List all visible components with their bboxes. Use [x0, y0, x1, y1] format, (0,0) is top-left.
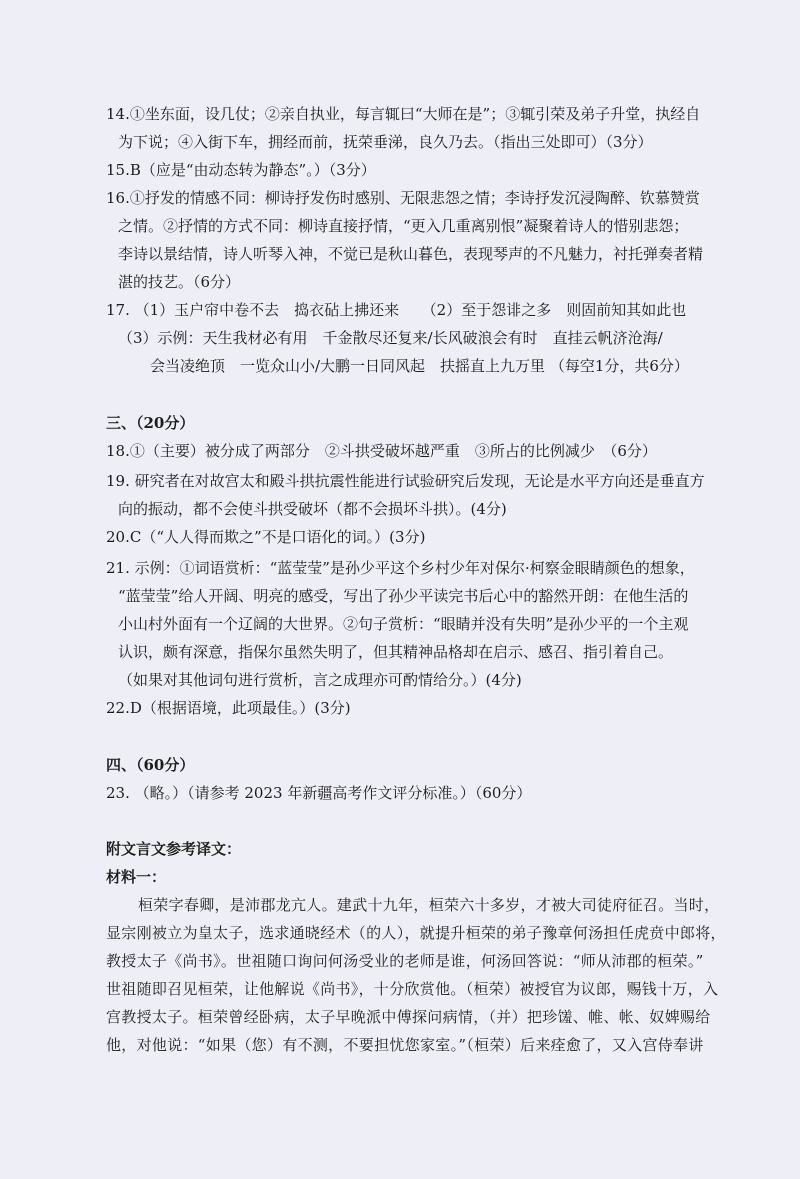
q19-line-2: 向的振动，都不会使斗拱受破坏（都不会损坏斗拱）。(4分) [118, 500, 507, 518]
q21-line-2: “蓝莹莹”给人开阔、明亮的感受，写出了孙少平读完书后心中的豁然开朗：在他生活的 [118, 587, 689, 605]
q20-answer: 20.C（“人人得而欺之”不是口语化的词。）(3分) [106, 528, 426, 546]
q19-line-1: 19. 研究者在对故宫太和殿斗拱抗震性能进行试验研究后发现，无论是水平方向还是垂直方 [106, 472, 705, 490]
translation-line: 桓荣字春卿，是沛郡龙亢人。建武十九年，桓荣六十多岁，才被大司徒府征召。当时， [138, 896, 720, 914]
q17-line-2: （3）示例：天生我材必有用 千金散尽还复来/长风破浪会有时 直挂云帆济沧海/ [118, 329, 663, 347]
q21-line-1: 21. 示例：①词语赏析：“蓝莹莹”是孙少平这个乡村少年对保尔·柯察金眼睛颜色的想象， [106, 559, 695, 577]
q17-line-1: 17. （1）玉户帘中卷不去 捣衣砧上拂还来 （2）至于怨诽之多 则固前知其如此也 [106, 301, 687, 319]
q14-line-1: 14.①坐东面，设几仗；②亲自执业，每言辄曰“大师在是”；③辄引荣及弟子升堂，执经自 [106, 105, 701, 123]
q16-line-1: 16.①抒发的情感不同：柳诗抒发伤时感别、无限悲怨之情；李诗抒发沉浸陶醉、钦慕赞赏 [106, 189, 700, 207]
q15-answer: 15.B（应是“由动态转为静态”。）（3分） [106, 161, 376, 179]
q17-line-3: 会当凌绝顶 一览众山小/大鹏一日同风起 扶摇直上九万里 （每空1分，共6分） [150, 357, 689, 375]
translation-line: 他，对他说：“如果（您）有不测，不要担忧您家室。”（桓荣）后来痊愈了，又入宫侍奉讲 [106, 1036, 704, 1054]
translation-line: 显宗刚被立为皇太子，选求通晓经术（的人），就提升桓荣的弟子豫章何汤担任虎贲中郎将， [106, 924, 726, 942]
q21-line-4: 认识，颇有深意，指保尔虽然失明了，但其精神品格却在启示、感召、指引着自己。 [118, 643, 674, 661]
q16-line-3: 李诗以景结情，诗人听琴入神，不觉已是秋山暮色，表现琴声的不凡魅力，衬托弹奏者精 [118, 245, 704, 263]
q16-line-4: 湛的技艺。（6分） [118, 273, 241, 291]
translation-line: 教授太子《尚书》。世祖随口询问何汤受业的老师是谁，何汤回答说：“师从沛郡的桓荣。” [106, 952, 704, 970]
section-4-heading: 四、（60分） [106, 756, 195, 774]
q22-answer: 22.D（根据语境，此项最佳。）(3分) [106, 699, 351, 717]
q21-line-3: 小山村外面有一个辽阔的大世界。②句子赏析：“眼睛并没有失明”是孙少平的一个主观 [118, 615, 689, 633]
q14-line-2: 为下说；④入街下车，拥经而前，抚荣垂涕，良久乃去。（指出三处即可）（3分） [118, 133, 653, 151]
appendix-material-label: 材料一： [106, 868, 167, 886]
translation-line: 世祖随即召见桓荣，让他解说《尚书》，十分欣赏他。（桓荣）被授官为议郎，赐钱十万，入 [106, 980, 719, 998]
appendix-title: 附文言文参考译文： [106, 840, 242, 858]
q18-answer: 18.①（主要）被分成了两部分 ②斗拱受破坏越严重 ③所占的比例减少 （6分） [106, 442, 657, 460]
q16-line-2: 之情。②抒情的方式不同：柳诗直接抒情，“更入几重离别恨”凝聚着诗人的惜别悲怨； [118, 217, 689, 235]
section-3-heading: 三、（20分） [106, 414, 195, 432]
q23-answer: 23. （略。）（请参考 2023 年新疆高考作文评分标准。）（60分） [106, 784, 532, 802]
translation-line: 宫教授太子。桓荣曾经卧病，太子早晚派中傅探问病情，（并）把珍馐、帷、帐、奴婢赐给 [106, 1008, 711, 1026]
q21-line-5: （如果对其他词句进行赏析，言之成理亦可酌情给分。）(4分) [118, 671, 522, 689]
